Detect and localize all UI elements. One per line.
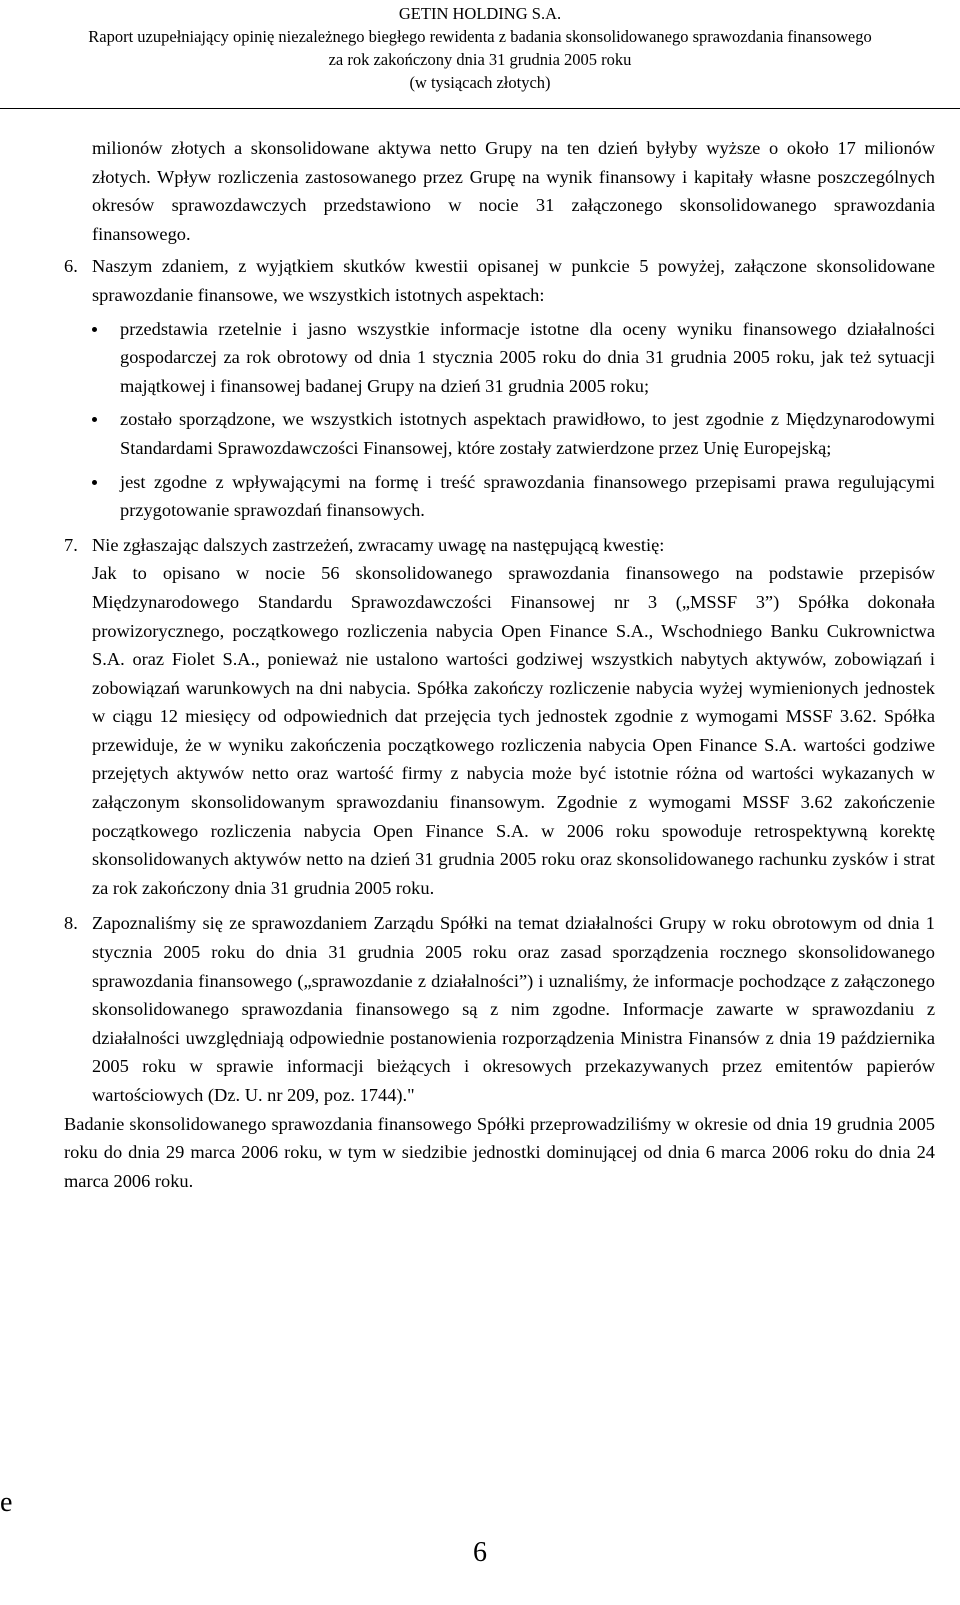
report-period: za rok zakończony dnia 31 grudnia 2005 roku bbox=[328, 50, 632, 69]
document-body bbox=[64, 134, 935, 1195]
item-8-text: Zapoznaliśmy się ze sprawozdaniem Zarządu Spółki na temat działalności Grupy w roku obrotowym od dnia 1 stycznia 2005 roku do dnia 31 grudnia 2005 roku oraz zasad sporządzenia rocznego skonsolidowanego sprawozdania finansowego („sprawozdanie z działalności”) i uznaliśmy, że informacje pochodzące z załączonego skonsolidowanego sprawozdania finansowego są z nim zgodne. Informacje zawarte w sprawozdaniu z działalności uwzględniają odpowiednie postanowienia rozporządzenia Ministra Finansów z dnia 19 października 2005 roku w sprawie informacji bieżących i okresowych przekazywanych przez emitentów papierów wartościowych (Dz. U. nr 209, poz. 1744)." bbox=[92, 913, 935, 1105]
item-8 bbox=[64, 909, 935, 1109]
page-number: 6 bbox=[473, 1537, 487, 1568]
continuation-paragraph: milionów złotych a skonsolidowane aktywa netto Grupy na ten dzień byłyby wyższe o około 17 milionów złotych. Wpływ rozliczenia zastosowanego przez Grupę na wynik finansowy i kapitały własne poszczególnych okresów sprawozdawczych przedstawiono w nocie 31 załączonego skonsolidowanego sprawozdania finansowego. bbox=[92, 138, 935, 244]
item-6-number: 6. bbox=[64, 256, 78, 277]
bullet-item: jest zgodne z wpływającymi na formę i treść sprawozdania finansowego przepisami prawa regulującymi przygotowanie sprawozdań finansowych. bbox=[92, 468, 935, 525]
item-6 bbox=[64, 252, 935, 524]
item-6-text: Naszym zdaniem, z wyjątkiem skutków kwestii opisanej w punkcie 5 powyżej, załączone skonsolidowane sprawozdanie finansowe, we wszystkich istotnych aspektach: bbox=[92, 256, 935, 305]
page-header bbox=[0, 2, 960, 94]
item-7-text: Nie zgłaszając dalszych zastrzeżeń, zwracamy uwagę na następującą kwestię: bbox=[92, 534, 665, 555]
report-title: Raport uzupełniający opinię niezależnego biegłego rewidenta z badania skonsolidowanego sprawozdania finansowego bbox=[88, 27, 872, 46]
bullet-item: zostało sporządzone, we wszystkich istotnych aspektach prawidłowo, to jest zgodnie z Międzynarodowymi Standardami Sprawozdawczości Finansowej, które zostały zatwierdzone przez Unię Europejską; bbox=[92, 405, 935, 462]
currency-note: (w tysiącach złotych) bbox=[409, 73, 551, 92]
audit-period-paragraph: Badanie skonsolidowanego sprawozdania finansowego Spółki przeprowadziliśmy w okresie od dnia 19 grudnia 2005 roku do dnia 29 marca 2006 roku, w tym w siedzibie jednostki dominującej od dnia 6 marca 2006 roku do dnia 24 marca 2006 roku. bbox=[64, 1113, 935, 1191]
bullet-item: przedstawia rzetelnie i jasno wszystkie informacje istotne dla oceny wyniku finansowego działalności gospodarczej za rok obrotowy od dnia 1 stycznia 2005 roku do dnia 31 grudnia 2005 roku, jak też sytuacji majątkowej i finansowej badanej Grupy na dzień 31 grudnia 2005 roku; bbox=[92, 315, 935, 401]
item-7-number: 7. bbox=[64, 534, 78, 555]
item-7 bbox=[64, 531, 935, 903]
item-7-paragraph: Jak to opisano w nocie 56 skonsolidowanego sprawozdania finansowego na podstawie przepisów Międzynarodowego Standardu Sprawozdawczości Finansowej nr 3 („MSSF 3”) Spółka dokonała prowizorycznego, początkowego rozliczenia nabycia Open Finance S.A., Wschodniego Banku Cukrownictwa S.A. oraz Fiolet S.A., ponieważ nie ustalono wartości godziwej wszystkich nabytych aktywów, zobowiązań i zobowiązań warunkowych na dni nabycia. Spółka zakończy rozliczenie nabycia wyżej wymienionych jednostek w ciągu 12 miesięcy od odpowiednich dat przejęcia tych jednostek zgodnie z wymogami MSSF 3.62. Spółka przewiduje, że w wyniku zakończenia początkowego rozliczenia nabycia Open Finance S.A. wartości godziwe przejętych aktywów netto oraz wartość firmy z nabycia może być istotnie różna od wartości wykazanych w załączonym skonsolidowanym sprawozdaniu finansowym. Zgodnie z wymogami MSSF 3.62 zakończenie początkowego rozliczenia nabycia Open Finance S.A. w 2006 roku spowoduje retrospektywną korektę skonsolidowanych aktywów netto na dzień 31 grudnia 2005 roku oraz skonsolidowanego rachunku zysków i strat za rok zakończony dnia 31 grudnia 2005 roku. bbox=[92, 563, 935, 898]
footer-mark: e bbox=[0, 1487, 13, 1518]
item-8-number: 8. bbox=[64, 913, 78, 934]
company-name: GETIN HOLDING S.A. bbox=[398, 4, 562, 23]
header-divider bbox=[0, 108, 960, 109]
item-6-bullet-list bbox=[92, 315, 935, 525]
